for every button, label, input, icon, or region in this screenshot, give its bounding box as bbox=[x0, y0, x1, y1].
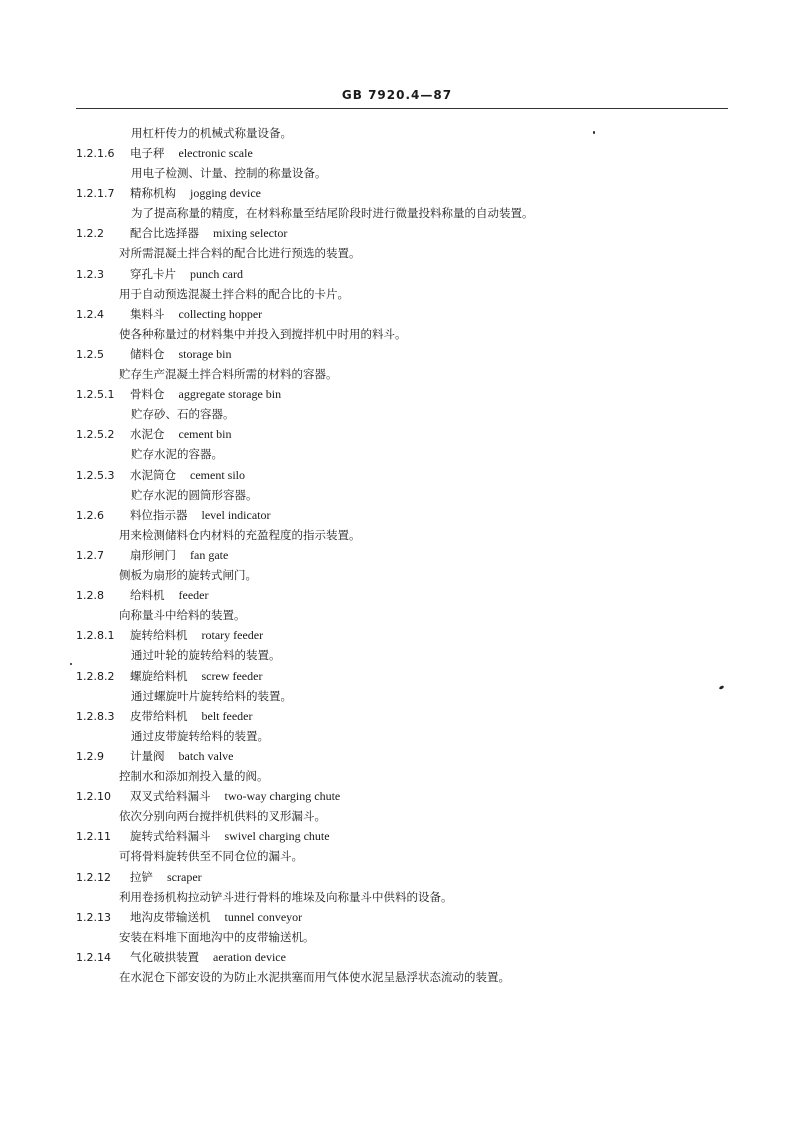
term-entry bbox=[76, 468, 245, 483]
term-number: 1.2.14 bbox=[76, 951, 111, 964]
term-english: two-way charging chute bbox=[224, 789, 341, 803]
term-entry bbox=[76, 628, 263, 643]
intro-line: 用杠杆传力的机械式称量设备。 bbox=[131, 126, 292, 140]
term-chinese: 皮带给料机 bbox=[130, 709, 188, 723]
term-english: tunnel conveyor bbox=[224, 910, 303, 924]
term-entry bbox=[76, 870, 202, 885]
term-english: belt feeder bbox=[201, 709, 253, 723]
term-number: 1.2.8.2 bbox=[76, 670, 115, 683]
scan-speck bbox=[593, 131, 595, 134]
scan-speck bbox=[719, 685, 725, 690]
term-definition: 侧板为扇形的旋转式闸门。 bbox=[119, 568, 257, 582]
term-english: collecting hopper bbox=[178, 307, 263, 321]
term-number: 1.2.8.3 bbox=[76, 710, 115, 723]
term-definition: 用于自动预选混凝土拌合料的配合比的卡片。 bbox=[119, 287, 349, 301]
term-number: 1.2.4 bbox=[76, 308, 104, 321]
term-entry bbox=[76, 709, 252, 724]
term-definition: 可将骨料旋转供至不同仓位的漏斗。 bbox=[119, 849, 303, 863]
term-number: 1.2.1.7 bbox=[76, 187, 115, 200]
term-chinese: 螺旋给料机 bbox=[130, 669, 188, 683]
term-entry bbox=[76, 226, 287, 241]
term-chinese: 水泥筒仓 bbox=[130, 468, 176, 482]
term-chinese: 配合比选择器 bbox=[130, 226, 199, 240]
term-number: 1.2.13 bbox=[76, 911, 111, 924]
term-entry bbox=[76, 669, 262, 684]
term-entry bbox=[76, 347, 232, 362]
term-chinese: 集料斗 bbox=[130, 307, 165, 321]
term-english: batch valve bbox=[178, 749, 234, 763]
term-definition: 通过螺旋叶片旋转给料的装置。 bbox=[131, 689, 292, 703]
term-entry bbox=[76, 307, 262, 322]
term-entry bbox=[76, 146, 253, 161]
term-entry bbox=[76, 749, 233, 764]
term-english: aggregate storage bin bbox=[178, 387, 282, 401]
term-entry bbox=[76, 548, 228, 563]
term-number: 1.2.8.1 bbox=[76, 629, 115, 642]
term-number: 1.2.5.3 bbox=[76, 469, 115, 482]
standard-code-header: GB 7920.4—87 bbox=[341, 88, 453, 102]
term-english: storage bin bbox=[178, 347, 232, 361]
term-number: 1.2.10 bbox=[76, 790, 111, 803]
term-chinese: 旋转式给料漏斗 bbox=[130, 829, 211, 843]
term-entry bbox=[76, 387, 281, 402]
term-chinese: 气化破拱装置 bbox=[130, 950, 199, 964]
term-definition: 通过叶轮的旋转给料的装置。 bbox=[131, 648, 281, 662]
term-english: electronic scale bbox=[178, 146, 253, 160]
term-chinese: 骨料仓 bbox=[130, 387, 165, 401]
term-definition: 在水泥仓下部安设的为防止水泥拱塞而用气体使水泥呈悬浮状态流动的装置。 bbox=[119, 970, 510, 984]
term-chinese: 精称机构 bbox=[130, 186, 176, 200]
term-entry bbox=[76, 829, 330, 844]
term-definition: 贮存水泥的圆筒形容器。 bbox=[131, 488, 258, 502]
term-chinese: 电子秤 bbox=[130, 146, 165, 160]
term-entry bbox=[76, 508, 270, 523]
term-number: 1.2.11 bbox=[76, 830, 111, 843]
term-definition: 贮存砂、石的容器。 bbox=[131, 407, 235, 421]
term-entry bbox=[76, 186, 261, 201]
term-chinese: 水泥仓 bbox=[130, 427, 165, 441]
term-definition: 对所需混凝土拌合料的配合比进行预选的装置。 bbox=[119, 246, 361, 260]
term-english: feeder bbox=[178, 588, 209, 602]
term-chinese: 料位指示器 bbox=[130, 508, 188, 522]
term-definition: 通过皮带旋转给料的装置。 bbox=[131, 729, 269, 743]
term-entry bbox=[76, 910, 302, 925]
term-entry bbox=[76, 789, 340, 804]
term-definition: 为了提高称量的精度，在材料称量至结尾阶段时进行微量投料称量的自动装置。 bbox=[131, 206, 534, 220]
term-definition: 用电子检测、计量、控制的称量设备。 bbox=[131, 166, 327, 180]
term-definition: 用来检测储料仓内材料的充盈程度的指示装置。 bbox=[119, 528, 361, 542]
term-english: level indicator bbox=[201, 508, 271, 522]
term-english: punch card bbox=[190, 267, 243, 281]
term-number: 1.2.5.2 bbox=[76, 428, 115, 441]
term-number: 1.2.8 bbox=[76, 589, 104, 602]
term-chinese: 地沟皮带输送机 bbox=[130, 910, 211, 924]
term-english: cement silo bbox=[190, 468, 245, 482]
header-rule bbox=[76, 108, 728, 109]
term-english: rotary feeder bbox=[201, 628, 264, 642]
term-english: fan gate bbox=[190, 548, 229, 562]
term-number: 1.2.5.1 bbox=[76, 388, 115, 401]
term-entry bbox=[76, 267, 243, 282]
term-number: 1.2.1.6 bbox=[76, 147, 115, 160]
term-number: 1.2.3 bbox=[76, 268, 104, 281]
term-definition: 贮存水泥的容器。 bbox=[131, 447, 223, 461]
term-english: scraper bbox=[167, 870, 202, 884]
term-number: 1.2.9 bbox=[76, 750, 104, 763]
term-definition: 利用卷扬机构拉动铲斗进行骨料的堆垛及向称量斗中供料的设备。 bbox=[119, 890, 453, 904]
term-definition: 使各种称量过的材料集中并投入到搅拌机中时用的料斗。 bbox=[119, 327, 407, 341]
term-chinese: 扇形闸门 bbox=[130, 548, 176, 562]
term-chinese: 给料机 bbox=[130, 588, 165, 602]
term-entry bbox=[76, 427, 231, 442]
term-number: 1.2.6 bbox=[76, 509, 104, 522]
term-number: 1.2.7 bbox=[76, 549, 104, 562]
term-chinese: 计量阀 bbox=[130, 749, 165, 763]
term-chinese: 双叉式给料漏斗 bbox=[130, 789, 211, 803]
term-number: 1.2.12 bbox=[76, 871, 111, 884]
term-definition: 向称量斗中给料的装置。 bbox=[119, 608, 246, 622]
term-english: jogging device bbox=[190, 186, 261, 200]
term-definition: 控制水和添加剂投入量的阀。 bbox=[119, 769, 269, 783]
term-english: screw feeder bbox=[201, 669, 263, 683]
term-chinese: 穿孔卡片 bbox=[130, 267, 176, 281]
term-english: swivel charging chute bbox=[224, 829, 330, 843]
scan-speck bbox=[70, 663, 72, 665]
term-chinese: 拉铲 bbox=[130, 870, 153, 884]
term-definition: 贮存生产混凝土拌合料所需的材料的容器。 bbox=[119, 367, 338, 381]
term-chinese: 储料仓 bbox=[130, 347, 165, 361]
term-english: mixing selector bbox=[213, 226, 288, 240]
term-definition: 依次分别向两台搅拌机供料的叉形漏斗。 bbox=[119, 809, 326, 823]
term-definition: 安装在料堆下面地沟中的皮带输送机。 bbox=[119, 930, 315, 944]
term-english: cement bin bbox=[178, 427, 232, 441]
term-english: aeration device bbox=[213, 950, 286, 964]
term-chinese: 旋转给料机 bbox=[130, 628, 188, 642]
term-entry bbox=[76, 588, 208, 603]
term-number: 1.2.2 bbox=[76, 227, 104, 240]
term-entry bbox=[76, 950, 286, 965]
term-number: 1.2.5 bbox=[76, 348, 104, 361]
